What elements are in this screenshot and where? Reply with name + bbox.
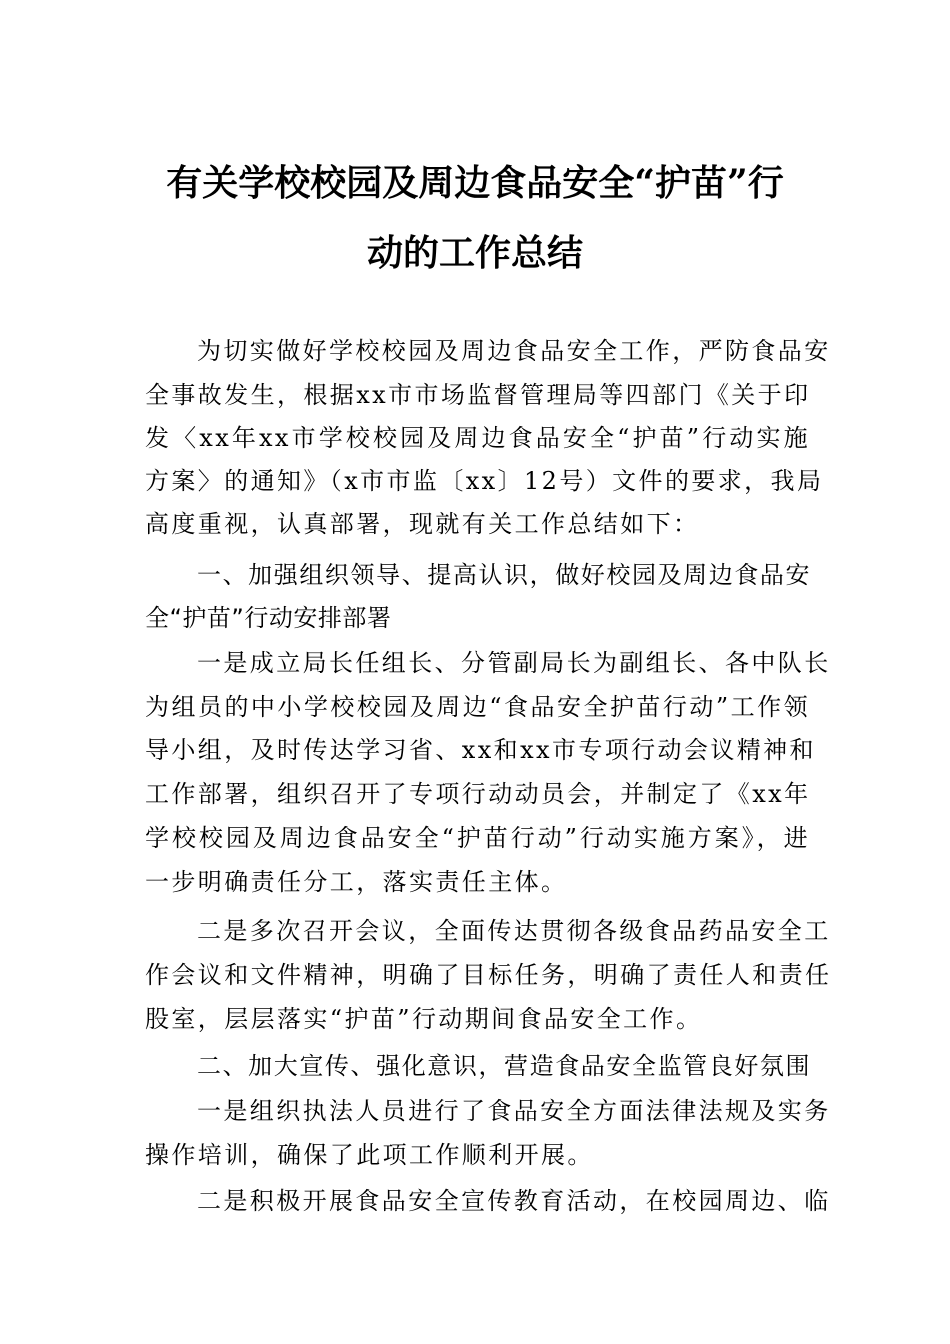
- paragraph-line: 二是积极开展食品安全宣传教育活动，在校园周边、临: [197, 1187, 831, 1215]
- paragraph-line: 二是多次召开会议，全面传达贯彻各级食品药品安全工: [197, 917, 831, 945]
- paragraph-line: 发〈xx年xx市学校校园及周边食品安全“护苗”行动实施: [145, 424, 810, 452]
- paragraph-line: 操作培训，确保了此项工作顺利开展。: [145, 1141, 594, 1169]
- paragraph-line: 高度重视，认真部署，现就有关工作总结如下：: [145, 510, 700, 538]
- document-title-line-1: 有关学校校园及周边食品安全“护苗”行: [166, 162, 784, 204]
- section-heading-line: 一、加强组织领导、提高认识，做好校园及周边食品安: [197, 561, 810, 589]
- paragraph-line: 导小组，及时传达学习省、xx和xx市专项行动会议精神和: [145, 736, 816, 764]
- paragraph-line: 一是组织执法人员进行了食品安全方面法律法规及实务: [197, 1097, 831, 1125]
- section-heading-line: 二、加大宣传、强化意识，营造食品安全监管良好氛围: [197, 1052, 810, 1080]
- paragraph-line: 为切实做好学校校园及周边食品安全工作，严防食品安: [197, 337, 831, 365]
- paragraph-line: 为组员的中小学校校园及周边“食品安全护苗行动”工作领: [145, 693, 810, 721]
- paragraph-line: 学校校园及周边食品安全“护苗行动”行动实施方案》，进: [145, 824, 810, 852]
- document-title-line-2: 动的工作总结: [366, 232, 583, 274]
- paragraph-line: 一步明确责任分工，落实责任主体。: [145, 868, 568, 896]
- paragraph-line: 工作部署，组织召开了专项行动动员会，并制定了《xx年: [145, 780, 811, 808]
- paragraph-line: 一是成立局长任组长、分管副局长为副组长、各中队长: [197, 649, 831, 677]
- section-heading-line: 全“护苗”行动安排部署: [145, 604, 392, 632]
- paragraph-line: 股室，层层落实“护苗”行动期间食品安全工作。: [145, 1005, 703, 1033]
- paragraph-line: 方案〉的通知》（x市市监〔xx〕12号）文件的要求，我局: [145, 467, 824, 495]
- paragraph-line: 作会议和文件精神，明确了目标任务，明确了责任人和责任: [145, 961, 832, 989]
- paragraph-line: 全事故发生，根据xx市市场监督管理局等四部门《关于印: [145, 381, 811, 409]
